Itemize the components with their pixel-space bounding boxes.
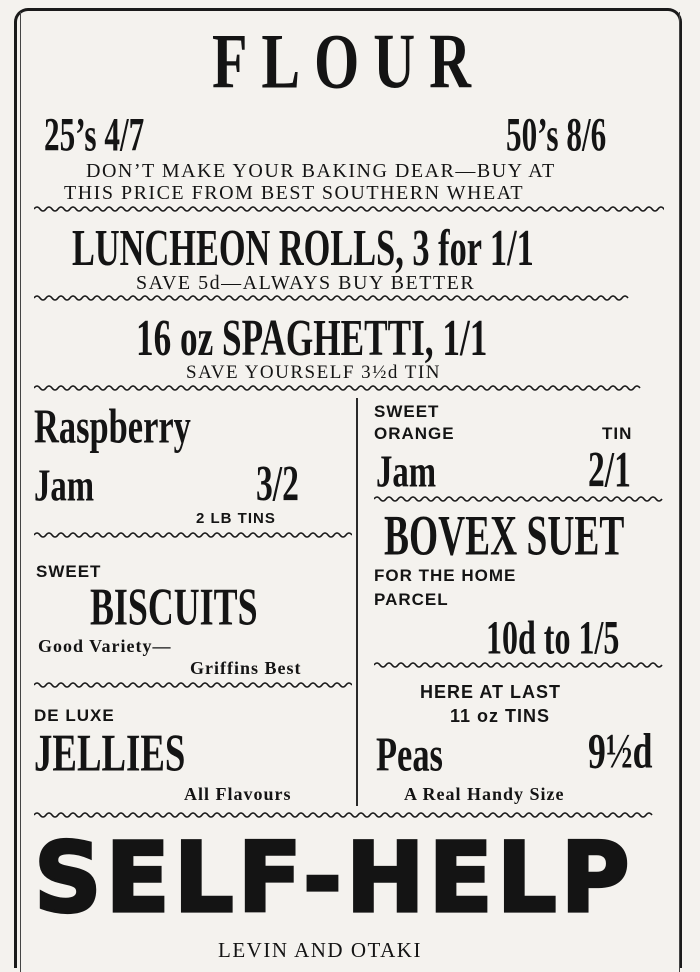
column-divider [356, 398, 358, 806]
biscuits-note-1: Good Variety— [38, 636, 172, 656]
peas-price: 9½d [588, 725, 653, 780]
orange-jam-label: Jam [376, 445, 437, 497]
orange-jam-tin: TIN [602, 424, 633, 443]
suet-line-1: FOR THE HOME [374, 566, 517, 585]
spaghetti-headline: 16 oz SPAGHETTI, 1/1 [136, 309, 488, 367]
suet-price: 10d to 1/5 [486, 611, 620, 665]
divider-2 [34, 294, 664, 302]
biscuits-label: SWEET [36, 562, 102, 581]
divider-4 [34, 811, 664, 819]
store-name: SELF-HELP [34, 822, 634, 935]
peas-line-1: HERE AT LAST [420, 682, 561, 702]
flour-price-50: 50’s 8/6 [506, 107, 607, 162]
divider-3 [34, 384, 664, 392]
peas-note: A Real Handy Size [404, 784, 565, 804]
orange-jam-price: 2/1 [588, 443, 631, 499]
orange-jam-line-1: SWEET [374, 402, 440, 421]
raspberry-jam-label: Jam [34, 459, 95, 511]
divider-left-1 [34, 531, 352, 539]
divider-right-2 [374, 661, 664, 669]
flour-price-25: 25’s 4/7 [44, 107, 145, 162]
peas-line-2: 11 oz TINS [450, 706, 551, 726]
flour-tagline-2: THIS PRICE FROM BEST SOUTHERN WHEAT [64, 182, 525, 204]
store-location: LEVIN AND OTAKI [218, 938, 422, 962]
biscuits-note-2: Griffins Best [190, 658, 302, 678]
suet-name: BOVEX SUET [384, 505, 625, 568]
jellies-name: JELLIES [34, 723, 186, 782]
raspberry-jam-note: 2 LB TINS [196, 510, 276, 527]
spaghetti-tagline: SAVE YOURSELF 3½d TIN [186, 362, 441, 383]
rolls-tagline: SAVE 5d—ALWAYS BUY BETTER [136, 272, 476, 294]
biscuits-name: BISCUITS [90, 577, 258, 636]
raspberry-jam-price: 3/2 [256, 457, 299, 513]
flour-tagline-1: DON’T MAKE YOUR BAKING DEAR—BUY AT [86, 160, 556, 182]
divider-1 [34, 205, 664, 213]
divider-left-2 [34, 681, 352, 689]
jellies-note: All Flavours [184, 784, 292, 804]
orange-jam-line-2: ORANGE [374, 424, 455, 443]
flour-title: FLOUR [212, 17, 485, 106]
rolls-headline: LUNCHEON ROLLS, 3 for 1/1 [72, 219, 534, 277]
raspberry-name: Raspberry [34, 401, 191, 455]
divider-right-1 [374, 495, 664, 503]
jellies-label: DE LUXE [34, 706, 115, 725]
suet-line-2: PARCEL [374, 590, 449, 609]
peas-label: Peas [376, 729, 443, 783]
